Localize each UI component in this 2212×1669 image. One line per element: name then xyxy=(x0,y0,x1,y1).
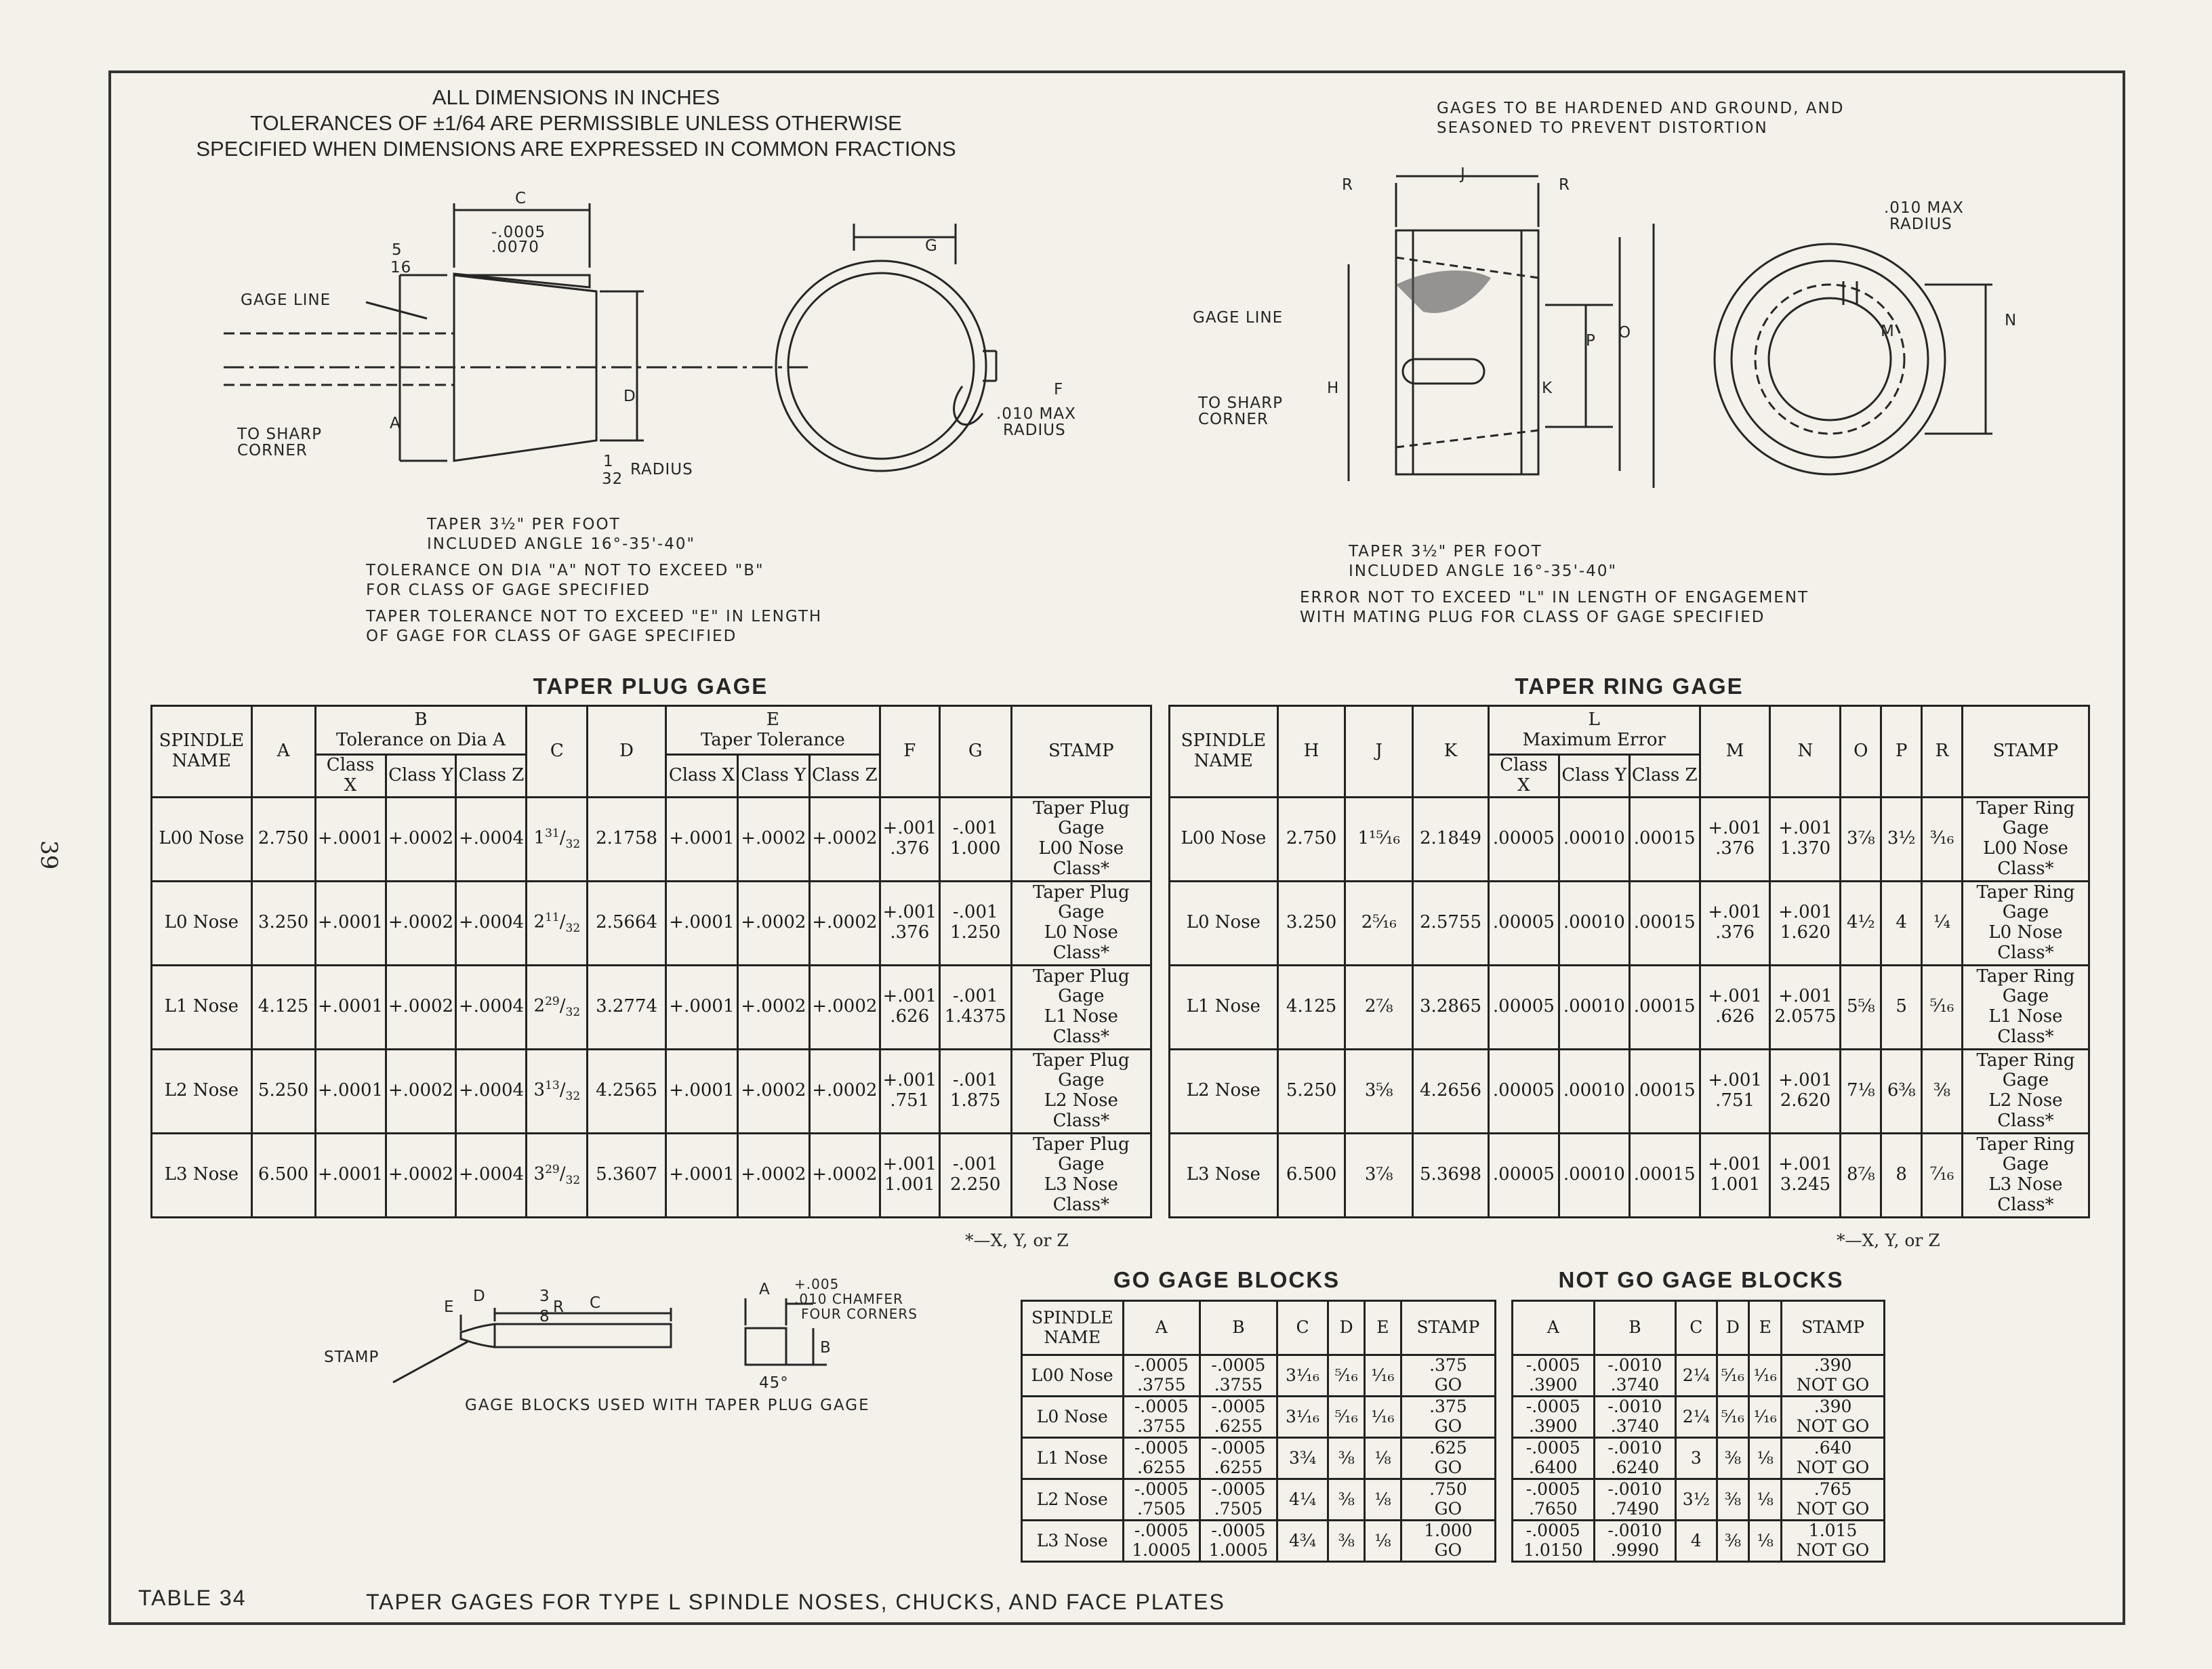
label-n: N xyxy=(2005,312,2018,329)
plug-caption-tolerance: TOLERANCE ON DIA "A" NOT TO EXCEED "B" FOR CLASS OF GAGE SPECIFIED xyxy=(366,562,764,599)
label-sharp1: TO SHARP xyxy=(237,426,322,443)
table-row: L2 Nose -.0005 .7505 -.0005 .7505 4¼ ⅜ ⅛ .750 GO xyxy=(1022,1479,1496,1521)
label-r-block: R xyxy=(553,1298,565,1316)
table-row: L2 Nose 5.250 3⅝ 4.2656 .00005 .00010 .00015 +.001 .751 +.001 2.620 7⅛ 6⅜ ⅜ Taper Ring Gage L2 Nose Class* xyxy=(1170,1049,2089,1133)
table-row: L0 Nose -.0005 .3755 -.0005 .6255 3¹⁄₁₆ ⁵⁄₁₆ ¹⁄₁₆ .375 GO xyxy=(1022,1397,1496,1438)
go-table-title: GO GAGE BLOCKS xyxy=(1113,1267,1340,1292)
table-row: L1 Nose 4.125 +.0001 +.0002 +.0004 $2^{29}/_{32}$ 3.2774 +.0001 +.0002 +.0002 +.001 .626 -.001 1.4375 Taper Plug Gage L1 Nose Class* xyxy=(152,965,1151,1049)
page-number: 39 xyxy=(35,840,62,870)
label-tol1: -.0005 xyxy=(491,224,546,241)
label-frac-top: 5 xyxy=(392,241,403,259)
table-row: L1 Nose 4.125 2⅞ 3.2865 .00005 .00010 .00015 +.001 .626 +.001 2.0575 5⅝ 5 ⁵⁄₁₆ Taper Ring Gage L1 Nose Class* xyxy=(1170,965,2089,1049)
table-row: L2 Nose 5.250 +.0001 +.0002 +.0004 $3^{13}/_{32}$ 4.2565 +.0001 +.0002 +.0002 +.001 .751 -.001 1.875 Taper Plug Gage L2 Nose Class* xyxy=(152,1049,1151,1133)
ring-table-title: TAPER RING GAGE xyxy=(1515,674,1744,699)
col-e: E Taper Tolerance xyxy=(665,706,880,755)
label-rad1: .010 MAX xyxy=(996,405,1076,423)
label-chamfer: .010 CHAMFER xyxy=(794,1291,903,1307)
label-radius: RADIUS xyxy=(630,461,693,478)
label-r2: R xyxy=(1559,176,1570,194)
label-sharp1-ring: TO SHARP xyxy=(1198,394,1283,412)
table-label: TABLE 34 xyxy=(138,1586,247,1610)
label-d-block: D xyxy=(473,1287,486,1305)
label-k: K xyxy=(1542,379,1553,397)
label-45deg: 45° xyxy=(759,1374,789,1392)
plug-caption-taper-tol: TAPER TOLERANCE NOT TO EXCEED "E" IN LENGTH OF GAGE FOR CLASS OF GAGE SPECIFIED xyxy=(366,608,823,645)
label-rad2: RADIUS xyxy=(1003,421,1066,439)
table-row: -.0005 .3900 -.0010 .3740 2¼ ⁵⁄₁₆ ¹⁄₁₆ .390 NOT GO xyxy=(1513,1355,1885,1397)
label-o: O xyxy=(1618,324,1632,342)
ring-footnote: *—X, Y, or Z xyxy=(1837,1231,1940,1250)
label-j: J xyxy=(1460,165,1466,183)
notgo-table-title: NOT GO GAGE BLOCKS xyxy=(1558,1267,1844,1292)
col-b: B Tolerance on Dia A xyxy=(315,706,527,755)
label-tol2: .0070 xyxy=(491,239,539,256)
label-rad2-ring: RADIUS xyxy=(1889,215,1952,233)
label-rad-den: 32 xyxy=(602,470,623,488)
table-row: -.0005 .7650 -.0010 .7490 3½ ⅜ ⅛ .765 NOT GO xyxy=(1513,1479,1885,1521)
go-table: SPINDLE NAME A B C D E STAMP L00 Nose -.0005 .3755 -.0005 .3755 3¹⁄₁₆ ⁵⁄₁₆ ¹⁄₁₆ .375 GO L0 Nose -.0005 .3755 -.0005 .6255 3¹⁄₁₆ ⁵⁄₁₆ ¹⁄₁₆ .375 GO L1 Nose -.0005 .6255 -.0005 .6255 3¾ ⅜ ⅛ .625 GO L2 Nose -.0005 .7505 -.0005 .7505 4¼ ⅜ ⅛ .750 GO L3 Nose -.0005 1.0005 -.0005 1.0005 4¾ ⅜ ⅛ 1.000 GO xyxy=(1021,1300,1496,1563)
label-rad-num: 1 xyxy=(603,453,614,470)
table-row: L3 Nose 6.500 +.0001 +.0002 +.0004 $3^{29}/_{32}$ 5.3607 +.0001 +.0002 +.0002 +.001 1.001 -.001 2.250 Taper Plug Gage L3 Nose Class* xyxy=(152,1133,1151,1217)
table-row: L00 Nose 2.750 1¹⁵⁄₁₆ 2.1849 .00005 .00010 .00015 +.001 .376 +.001 1.370 3⅞ 3½ ³⁄₁₆ Taper Ring Gage L00 Nose Class* xyxy=(1170,797,2089,881)
label-e-block: E xyxy=(444,1298,455,1316)
label-a: A xyxy=(390,415,401,432)
table-caption: TAPER GAGES FOR TYPE L SPINDLE NOSES, CHUCKS, AND FACE PLATES xyxy=(366,1590,1225,1614)
plug-caption-taper: TAPER 3½" PER FOOT INCLUDED ANGLE 16°-35'-40" xyxy=(427,516,696,553)
label-f: F xyxy=(1054,381,1064,398)
plug-gage-drawing xyxy=(203,183,1139,495)
label-g: G xyxy=(925,237,938,255)
label-sharp2: CORNER xyxy=(237,442,308,459)
label-p: P xyxy=(1586,332,1596,350)
plug-footnote: *—X, Y, or Z xyxy=(965,1231,1069,1250)
label-frac-bot: 16 xyxy=(390,259,412,276)
notgo-table: A B C D E STAMP -.0005 .3900 -.0010 .3740 2¼ ⁵⁄₁₆ ¹⁄₁₆ .390 NOT GO -.0005 .3900 -.0010 .3740 2¼ ⁵⁄₁₆ ¹⁄₁₆ .390 NOT GO -.0005 .6400 -.0010 .6240 3 ⅜ ⅛ .640 NOT GO -.0005 .7650 -.0010 .7490 3½ ⅜ ⅛ .765 NOT GO -.0005 1.0150 -.0010 .9990 4 ⅜ ⅛ 1.015 NOT GO xyxy=(1511,1300,1885,1563)
table-row: L0 Nose 3.250 2⁵⁄₁₆ 2.5755 .00005 .00010 .00015 +.001 .376 +.001 1.620 4½ 4 ¼ Taper Ring Gage L0 Nose Class* xyxy=(1170,881,2089,965)
label-four-corners: FOUR CORNERS xyxy=(801,1306,918,1322)
gage-blocks-caption: GAGE BLOCKS USED WITH TAPER PLUG GAGE xyxy=(465,1397,870,1414)
label-stamp: STAMP xyxy=(324,1348,380,1366)
label-m: M xyxy=(1881,323,1895,340)
label-c-block: C xyxy=(590,1294,602,1312)
label-r-den: 8 xyxy=(539,1308,550,1325)
label-a-block: A xyxy=(759,1281,771,1298)
table-row: L1 Nose -.0005 .6255 -.0005 .6255 3¾ ⅜ ⅛ .625 GO xyxy=(1022,1438,1496,1479)
ring-caption-error: ERROR NOT TO EXCEED "L" IN LENGTH OF ENGAGEMENT WITH MATING PLUG FOR CLASS OF GAGE SPECIFIED xyxy=(1300,589,1809,626)
plug-table-title: TAPER PLUG GAGE xyxy=(533,674,769,699)
dimension-notes: ALL DIMENSIONS IN INCHES TOLERANCES OF ±1/64 ARE PERMISSIBLE UNLESS OTHERWISE SPECIFIED WHEN DIMENSIONS ARE EXPRESSED IN COMMON FRACTIONS xyxy=(196,85,956,161)
ring-gage-drawing xyxy=(1179,163,2087,501)
table-row: -.0005 1.0150 -.0010 .9990 4 ⅜ ⅛ 1.015 NOT GO xyxy=(1513,1521,1885,1562)
label-d: D xyxy=(623,388,636,405)
label-r1: R xyxy=(1342,176,1353,194)
label-h: H xyxy=(1327,379,1340,397)
label-b-block: B xyxy=(820,1339,832,1357)
ring-table: SPINDLE NAME H J K L Maximum Error M N O P R STAMP Class X Class Y Class Z L00 Nose 2.750 1¹⁵⁄₁₆ 2.1849 .00005 .00010 .00015 +.001 .376 +.001 1.370 3⅞ 3½ ³⁄₁₆ Taper Ring Gage L00 Nose Class* L0 Nose 3.250 2⁵⁄₁₆ 2.5755 .00005 .00010 .00015 +.001 .376 +.001 1.620 4½ 4 ¼ Taper Ring Gage L0 Nose Class* L1 Nose 4.125 2⅞ 3.2865 .00005 .00010 .00015 +.001 .626 +.001 2.0575 5⅝ 5 ⁵⁄₁₆ Taper Ring Gage L1 Nose Class* L2 Nose 5.250 3⅝ 4.2656 .00005 .00010 .00015 +.001 .751 +.001 2.620 7⅛ 6⅜ ⅜ Taper Ring Gage L2 Nose Class* L3 Nose 6.500 3⅞ 5.3698 .00005 .00010 .00015 +.001 1.001 +.001 3.245 8⅞ 8 ⁷⁄₁₆ Taper Ring Gage L3 Nose Class* xyxy=(1168,705,2090,1218)
table-row: L3 Nose 6.500 3⅞ 5.3698 .00005 .00010 .00015 +.001 1.001 +.001 3.245 8⅞ 8 ⁷⁄₁₆ Taper Ring Gage L3 Nose Class* xyxy=(1170,1133,2089,1217)
label-rad1-ring: .010 MAX xyxy=(1884,199,1964,217)
label-c: C xyxy=(515,190,527,207)
table-row: L00 Nose -.0005 .3755 -.0005 .3755 3¹⁄₁₆ ⁵⁄₁₆ ¹⁄₁₆ .375 GO xyxy=(1022,1355,1496,1397)
table-row: L00 Nose 2.750 +.0001 +.0002 +.0004 $1^{31}/_{32}$ 2.1758 +.0001 +.0002 +.0002 +.001 .376 -.001 1.000 Taper Plug Gage L00 Nose Class* xyxy=(152,797,1151,881)
ring-caption-taper: TAPER 3½" PER FOOT INCLUDED ANGLE 16°-35'-40" xyxy=(1349,543,1618,580)
col-spindle-name: SPINDLE NAME xyxy=(152,706,252,798)
label-gage-line-ring: GAGE LINE xyxy=(1193,309,1284,327)
table-row: -.0005 .6400 -.0010 .6240 3 ⅜ ⅛ .640 NOT GO xyxy=(1513,1438,1885,1479)
label-gage-line: GAGE LINE xyxy=(241,291,331,309)
table-row: L3 Nose -.0005 1.0005 -.0005 1.0005 4¾ ⅜ ⅛ 1.000 GO xyxy=(1022,1521,1496,1562)
label-r-num: 3 xyxy=(539,1287,550,1305)
plug-table: SPINDLE NAME A B Tolerance on Dia A C D E Taper Tolerance F G STAMP Class X Class Y Class Z Class X Class Y Class Z L00 Nose 2.750 +.0001 +.0002 +.0004 $1^{31}/_{32}$ 2.1758 +.0001 +.0002 +.0002 +.001 .376 -.001 1.000 Taper Plug Gage L00 Nose Class* L0 Nose 3.250 +.0001 +.0002 +.0004 $2^{11}/_{32}$ 2.5664 +.0001 +.0002 +.0002 +.001 .376 -.001 1.250 Taper Plug Gage L0 Nose Class* L1 Nose 4.125 +.0001 +.0002 +.0004 $2^{29}/_{32}$ 3.2774 +.0001 +.0002 +.0002 +.001 .626 -.001 1.4375 Taper Plug Gage L1 Nose Class* L2 Nose 5.250 +.0001 +.0002 +.0004 $3^{13}/_{32}$ 4.2565 +.0001 +.0002 +.0002 +.001 .751 -.001 1.875 Taper Plug Gage L2 Nose Class* L3 Nose 6.500 +.0001 +.0002 +.0004 $3^{29}/_{32}$ 5.3607 +.0001 +.0002 +.0002 +.001 1.001 -.001 2.250 Taper Plug Gage L3 Nose Class* xyxy=(150,705,1152,1218)
table-row: L0 Nose 3.250 +.0001 +.0002 +.0004 $2^{11}/_{32}$ 2.5664 +.0001 +.0002 +.0002 +.001 .376 -.001 1.250 Taper Plug Gage L0 Nose Class* xyxy=(152,881,1151,965)
hardening-note: GAGES TO BE HARDENED AND GROUND, AND SEASONED TO PREVENT DISTORTION xyxy=(1437,100,1845,137)
table-row: -.0005 .3900 -.0010 .3740 2¼ ⁵⁄₁₆ ¹⁄₁₆ .390 NOT GO xyxy=(1513,1397,1885,1438)
label-chamfer-tol: +.005 xyxy=(794,1276,840,1292)
label-sharp2-ring: CORNER xyxy=(1198,411,1269,428)
